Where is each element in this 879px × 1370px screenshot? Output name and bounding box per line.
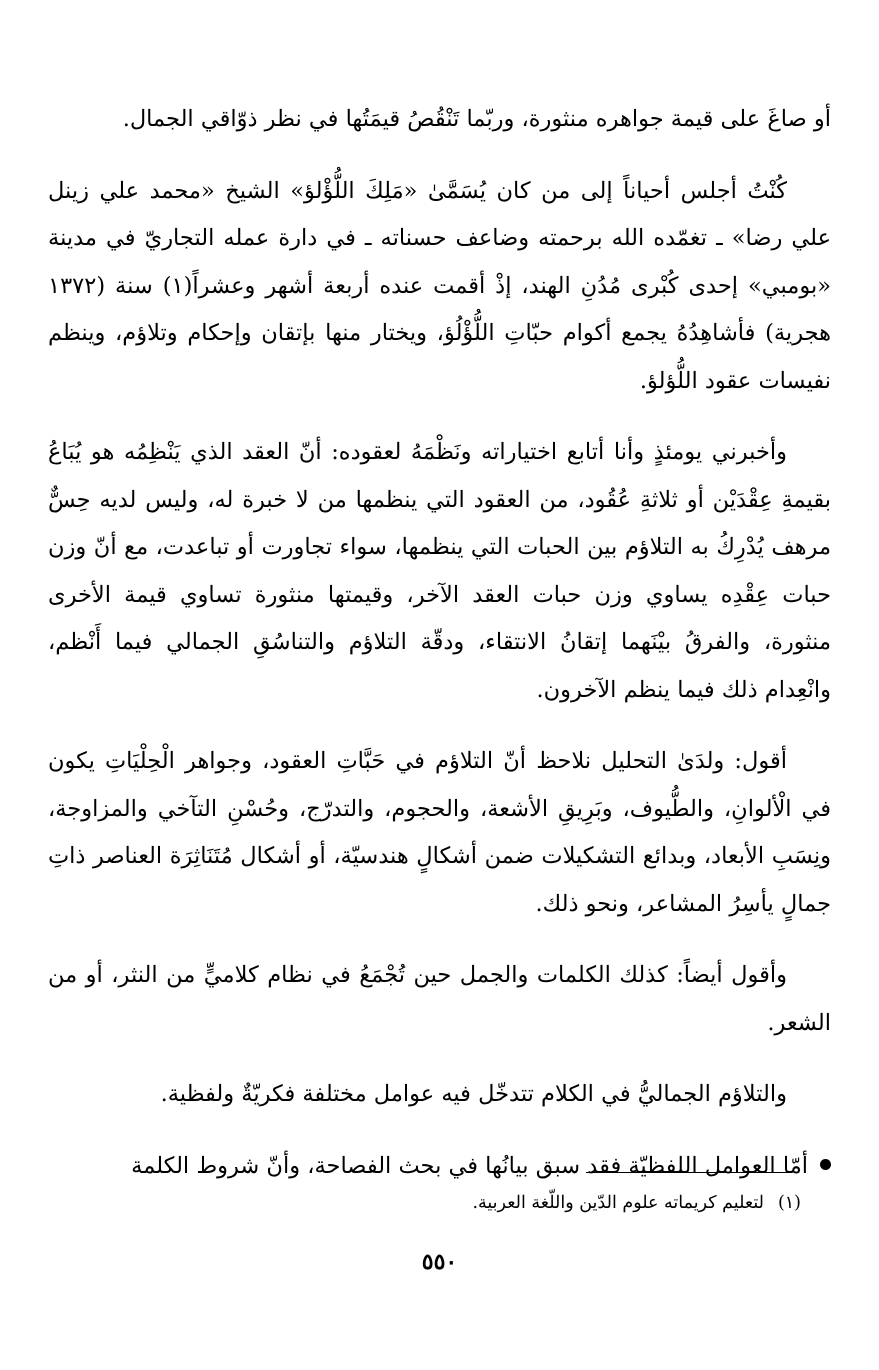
bullet-paragraph — [48, 1143, 831, 1191]
bullet-paragraph-text: أمّا العوامل اللفظيّة فقد سبق بيانُها في بحث الفصاحة، وأنّ شروط الكلمة — [131, 1152, 808, 1179]
footnote — [472, 1188, 801, 1218]
footnote-text: لتعليم كريماته علوم الدّين واللّغة العربية. — [472, 1193, 764, 1213]
paragraph-aesthetic-harmony: والتلاؤم الجماليُّ في الكلام تتدخّل فيه عوامل مختلفة فكريّةٌ ولفظية. — [160, 1081, 787, 1107]
page-number: ٥٥٠ — [421, 1249, 458, 1275]
paragraph-continuation: أو صاغَ على قيمة جواهره منثورة، وربّما تَنْقُصُ قيمَتُها في نظر ذوّاقي الجمال. — [122, 106, 831, 132]
bullet-icon — [820, 1159, 831, 1170]
footnote-number: (١) — [777, 1193, 801, 1213]
paragraph-pearl-king: كُنْتُ أجلس أحياناً إلى من كان يُسَمَّىٰ «مَلِكَ اللُّؤْلؤ» الشيخ «محمد علي زينل علي رضا» ـ تغمّده الله برحمته وضاعف حسناته ـ في دارة عمله التجاريّ في مدينة «بومبي» إحدى كُبْرى مُدُنِ الهند، إذْ أقمت عنده أربعة أشهر وعشراً(١) سنة (١٣٧٢ هجرية) فأشاهِدُهُ يجمع أكوام حبّاتِ اللُّؤْلُؤ، ويختار منها بإتقان وإحكام وتلاؤم، وينظم نفيسات عقود اللُّؤلؤ. — [48, 177, 831, 394]
footnote-divider — [586, 1172, 792, 1173]
paragraph-necklace-value: وأخبرني يومئذٍ وأنا أتابع اختياراته ونَظْمَهُ لعقوده: أنّ العقد الذي يَنْظِمُه هو يُبَاعُ بقيمةِ عِقْدَيْن أو ثلاثةِ عُقُود، من العقود التي ينظمها من لا خبرة له، وليس لديه حِسٌّ مرهف يُدْرِكُ به التلاؤم بين الحبات التي ينظمها، سواء تجاورت أو تباعدت، مع أنّ وزن حبات عِقْدِه يساوي وزن حبات العقد الآخر، وقيمتها منثورة تساوي قيمة الأخرى منثورة، والفرقُ بيْنَهما إتقانُ الانتقاء، ودقّة التلاؤم والتناسُقِ الجمالي فيما أَنْظم، وانْعِدام ذلك فيما ينظم الآخرون. — [48, 439, 831, 703]
body-text — [48, 96, 831, 1214]
paragraph-harmony-analysis: أقول: ولدَىٰ التحليل نلاحظ أنّ التلاؤم في حَبَّاتِ العقود، وجواهر الْحِلْيَاتِ يكون في الْألوانِ، والطُّيوف، وبَرِيقِ الأشعة، والحجوم، والتدرّج، وحُسْنِ التآخي والمزاوجة، ونِسَبِ الأبعاد، وبدائع التشكيلات ضمن أشكالٍ هندسيّة، أو أشكال مُتَنَاثِرَة العناصر ذاتِ جمالٍ يأسِرُ المشاعر، ونحو ذلك. — [48, 748, 831, 917]
paragraph-words-sentences: وأقول أيضاً: كذلك الكلمات والجمل حين تُجْمَعُ في نظام كلاميٍّ من النثر، أو من الشعر. — [48, 962, 831, 1036]
